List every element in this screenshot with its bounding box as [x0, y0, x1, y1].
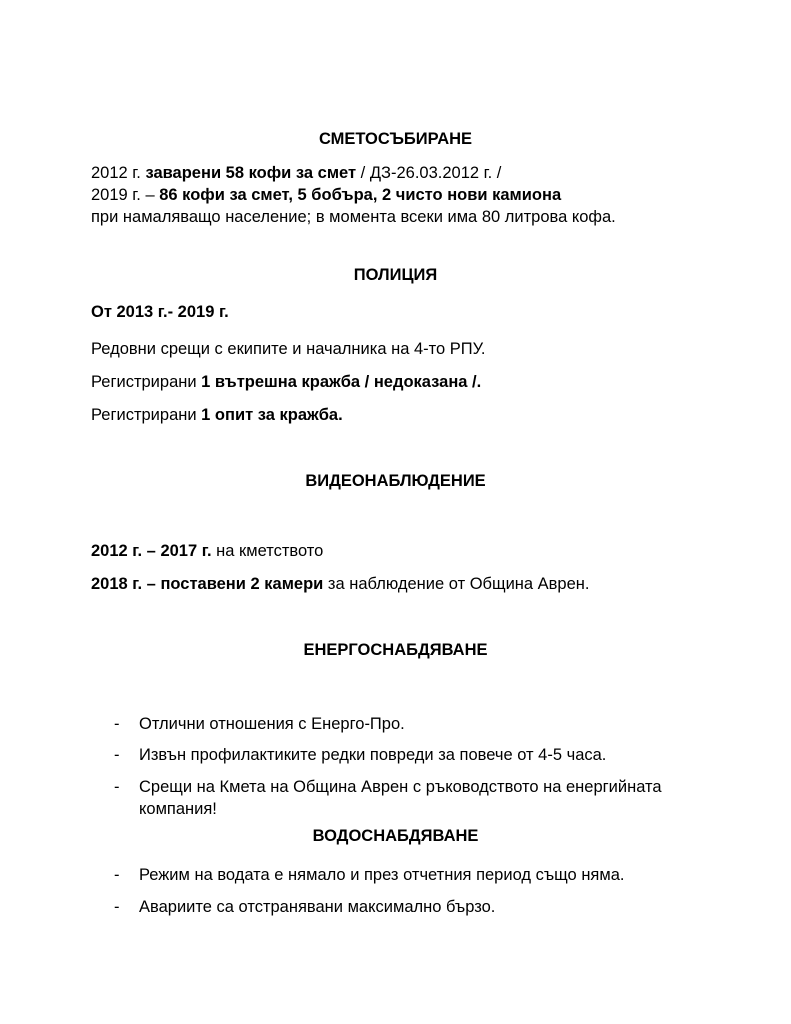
section-title-police: ПОЛИЦИЯ — [353, 266, 438, 284]
waste-line-2019-year: 2019 г. – — [91, 186, 160, 204]
waste-line-2012 — [91, 163, 501, 183]
section-title-video: ВИДЕОНАБЛЮДЕНИЕ — [305, 472, 486, 490]
waste-line-population: при намаляващо население; в момента всеки има 80 литрова кофа. — [91, 208, 616, 226]
energy-bullet-marker-2: - — [114, 746, 120, 764]
water-bullet-marker-2: - — [114, 898, 120, 916]
section-title-waste: СМЕТОСЪБИРАНЕ — [318, 130, 473, 148]
section-title-water: ВОДОСНАБДЯВАНЕ — [312, 827, 479, 845]
water-list-item-2: Авариите са отстранявани максимално бързо. — [139, 898, 496, 916]
water-bullet-marker-1: - — [114, 866, 120, 884]
waste-line-2012-bold: заварени 58 кофи за смет — [145, 164, 357, 182]
waste-line-2012-ref: / ДЗ-26.03.2012 г. / — [356, 164, 502, 182]
police-paragraph-theft — [91, 372, 481, 392]
police-attempt-bold: 1 опит за кражба. — [201, 406, 343, 424]
water-list-item-1: Режим на водата е нямало и през отчетния период също няма. — [139, 866, 625, 884]
video-2012-bold: 2012 г. – 2017 г. — [91, 542, 212, 560]
video-2018-text: за наблюдение от Община Аврен. — [323, 575, 590, 593]
police-paragraph-attempt — [91, 405, 343, 425]
waste-line-2019-bold: 86 кофи за смет, 5 бобъра, 2 чисто нови камиона — [159, 186, 562, 204]
video-paragraph-2012 — [91, 541, 323, 561]
video-2012-text: на кметството — [211, 542, 324, 560]
energy-list-item-2: Извън профилактиките редки повреди за повече от 4-5 часа. — [139, 746, 607, 764]
police-period: От 2013 г.- 2019 г. — [91, 303, 229, 321]
video-2018-bold: 2018 г. – поставени 2 камери — [91, 575, 324, 593]
waste-line-2012-year: 2012 г. — [91, 164, 146, 182]
energy-list-item-3: Срещи на Кмета на Община Аврен с ръководството на енергийната компания! — [139, 778, 662, 818]
police-theft-label: Регистрирани — [91, 373, 202, 391]
police-attempt-label: Регистрирани — [91, 406, 202, 424]
waste-line-2019 — [91, 185, 561, 205]
police-paragraph-meetings: Редовни срещи с екипите и началника на 4-то РПУ. — [91, 340, 486, 358]
section-title-energy: ЕНЕРГОСНАБДЯВАНЕ — [303, 641, 488, 659]
energy-bullet-marker-3: - — [114, 778, 120, 796]
energy-list-item-1: Отлични отношения с Енерго-Про. — [139, 715, 405, 733]
police-theft-bold: 1 вътрешна кражба / недоказана /. — [201, 373, 482, 391]
energy-bullet-marker-1: - — [114, 715, 120, 733]
video-paragraph-2018 — [91, 574, 589, 594]
